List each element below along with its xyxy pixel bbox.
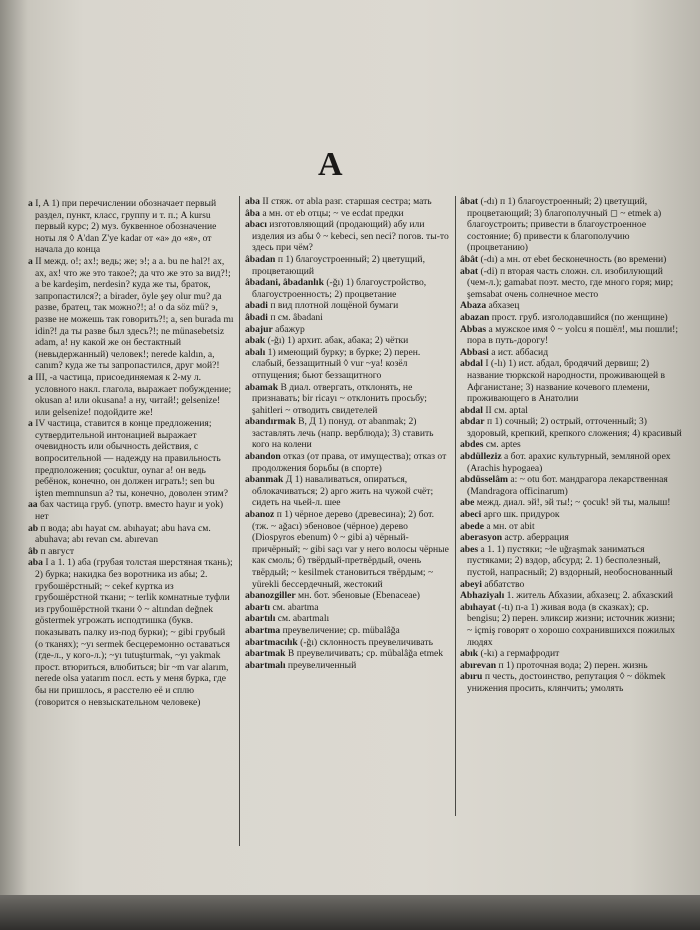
entry-definition: межд. диал. эй!, эй ты!; ~ çocuk! эй ты, малыш! <box>476 497 671 509</box>
entry-headword: ab <box>28 522 39 534</box>
entry-definition: (-kı) а гермафродит <box>480 648 560 660</box>
entry-headword: abdal <box>460 358 483 370</box>
entry-headword: âbât <box>460 253 479 265</box>
entry-headword: abdes <box>460 439 484 451</box>
dictionary-entry <box>460 358 682 404</box>
entry-definition: мн. бот. эбеновые (Ebenaceae) <box>298 590 420 602</box>
entry-definition: см. abartmalı <box>277 613 330 625</box>
entry-headword: abırevan <box>460 659 497 671</box>
entry-definition: изготовляющий (продающий) абу или изделия из абы ◊ ~ kebeci, sen neci? погов. ты-то здесь при чём? <box>252 219 449 254</box>
entry-definition: Д 1) наваливаться, опираться, облокачиваться; 2) арго жить на чужой счёт; сидеть на чьей-л. шее <box>252 474 434 509</box>
entry-headword: Abbas <box>460 323 487 335</box>
dictionary-entry <box>245 648 450 660</box>
dictionary-entry <box>460 671 682 694</box>
entry-definition: п 1) благоустроенный; 2) цветущий, процветающий <box>252 253 425 277</box>
entry-definition: арго шк. придурок <box>483 509 560 521</box>
entry-definition: III, -a частица, присоединяемая к 2-му л. условного накл. глагола, выражает побуждение; okusan a! или okusana! а ну, читай!; gelsenize! или gelsenize! подойдите же! <box>35 371 232 418</box>
entry-headword: abat <box>460 265 479 277</box>
entry-definition: (-ğı) 1) благоустройство, благоустроенность; 2) процветание <box>252 277 427 300</box>
dictionary-entry <box>28 546 234 558</box>
entry-definition: I, A 1) при перечислении обозначает первый раздел, пункт, класс, группу и т. п.; A kursu первый курс; 2) муз. буквенное обозначение ноты ля ◊ A'dan Z'ye kadar от «а» до «я», от начала до конца <box>35 198 217 256</box>
entry-headword: abandırmak <box>245 416 296 428</box>
dictionary-entry <box>245 254 450 277</box>
entry-definition: а ист. аббасид <box>491 346 549 358</box>
entry-headword: abıhayat <box>460 601 496 613</box>
entry-headword: a <box>28 198 33 209</box>
entry-definition: (-di) п вторая часть сложн. сл. изобилующий (чем-л.); gamabat поэт. место, где много горя; мир; şemsabat очень солнечное место <box>467 265 674 300</box>
entry-headword: abajur <box>245 323 273 335</box>
entry-headword: âb <box>28 545 39 557</box>
entry-definition: 1) имеющий бурку; в бурке; 2) перен. слабый, беззащитный ◊ vur ~ya! козёл отпущения; бьют беззащитного <box>252 346 421 381</box>
entry-headword: a <box>28 371 33 383</box>
entry-definition: отказ (от права, от имущества); отказ от продолжения борьбы (в спорте) <box>252 451 447 474</box>
entry-headword: abadi <box>245 300 268 312</box>
dictionary-entry <box>460 497 682 509</box>
entry-definition: I (-lı) 1) ист. абдал, бродячий дервиш; 2) название тюркской народности, проживающей в Афганистане; 3) название кочевого племени, проживающего в Анатолии <box>467 358 666 405</box>
page-bottom-edge <box>0 895 700 930</box>
entry-headword: abdar <box>460 416 485 428</box>
entry-headword: abazan <box>460 311 490 323</box>
entry-definition: а бот. арахис культурный, земляной орех (Arachis hypogaea) <box>467 451 671 474</box>
entry-definition: (-ğı) 1) архит. абак, абака; 2) чётки <box>267 335 409 347</box>
entry-headword: abartmak <box>245 648 286 660</box>
entry-headword: Abaza <box>460 300 487 312</box>
entry-headword: abacı <box>245 219 267 231</box>
dictionary-entry <box>460 532 682 544</box>
entry-definition: (-dı) а мн. от ebet бесконечность (во времени) <box>480 253 667 265</box>
entry-headword: abalı <box>245 346 266 358</box>
dictionary-entry <box>460 416 682 439</box>
entry-headword: aberasyon <box>460 532 503 544</box>
dictionary-entry <box>460 648 682 660</box>
entry-definition: В преувеличивать; ср. mübalâğa etmek <box>287 648 444 660</box>
dictionary-entry <box>245 335 450 347</box>
dictionary-entry <box>245 625 450 637</box>
dictionary-entry <box>460 405 682 417</box>
dictionary-entry <box>245 451 450 474</box>
entry-headword: abanoz <box>245 509 275 521</box>
dictionary-entry <box>460 451 682 474</box>
dictionary-entry <box>28 418 234 499</box>
entry-definition: II межд. о!; ах!; ведь; же; э!; а а. bu ne hal?! ах, ах, ах! что же это такое?; да что же это за вид?!; a be kardeşim, nerdesin? куда же ты, браток, запропастился?; a birader, öyle şey olur mu? да разве, братец, так можно?!; a! o da söz mü? э, разве не можешь так говорить?!; a, sen burada mı idin?! да ты разве был здесь?!; ne münasebetsiz adam, a! ну какой же он бестактный (невыдержанный) человек!; nerede kaldın, a, canım? куда же ты запропастился, друг мой?! <box>35 255 234 372</box>
entry-headword: âbat <box>460 196 479 207</box>
dictionary-entry <box>245 196 450 208</box>
column-1 <box>28 198 234 888</box>
entry-definition: п 1) чёрное дерево (древесина); 2) бот. (тж. ~ ağacı) эбеновое (чёрное) дерево (Diospyros ebenum) ◊ ~ gibi а) чёрный-причёрный; ~ gibi saçı var у него волосы чёрные как смоль; б) твёрдый-претвёрдый, очень твёрдый; ~ kesilmek становиться твёрдым; ~ yürekli бессердечный, жестокий <box>252 509 449 590</box>
dictionary-entry <box>245 382 450 417</box>
entry-headword: abe <box>460 497 475 509</box>
entry-definition: преувеличение; ср. mübalâğa <box>282 624 400 636</box>
column-3 <box>460 196 682 886</box>
entry-definition: см. abartma <box>272 601 319 613</box>
entry-definition: II стяж. от abla разг. старшая сестра; мать <box>262 196 432 207</box>
dictionary-entry <box>460 266 682 301</box>
entry-definition: абажур <box>275 323 305 335</box>
dictionary-entry <box>28 256 234 372</box>
entry-definition: IV частица, ставится в конце предложения; сутвердительной интонацией выражает очевидность или обычность действия, с вопросительной — надежду на правильность предположения; çocuktur, oynar a! он ведь ребёнок, конечно, он должен играть!; sen bu işten memnunsun a? ты, конечно, доволен этим? <box>35 418 229 499</box>
entry-definition: В диал. отвергать, отклонять, не признавать; bir ricayı ~ отклонить просьбу; şahitleri ~ отводить свидетелей <box>252 381 427 416</box>
column-divider-1 <box>239 196 240 846</box>
entry-headword: aa <box>28 499 38 511</box>
entry-headword: Abbasi <box>460 346 489 358</box>
dictionary-entry <box>245 660 450 672</box>
dictionary-entry <box>245 208 450 220</box>
entry-headword: abak <box>245 335 266 347</box>
entry-definition: а мн. от eb отцы; ~ ve ecdat предки <box>262 207 404 219</box>
entry-definition: абхазец <box>488 300 520 312</box>
entry-definition: а 1. 1) пустяки; ~le uğraşmak заниматься пустяками; 2) вздор, абсурд; 2. 1) бесполезный, пустой, напрасный; 2) вздорный, необоснованный <box>467 543 673 578</box>
entry-headword: âbadan <box>245 253 276 265</box>
dictionary-entry <box>245 474 450 509</box>
dictionary-entry <box>245 347 450 382</box>
dictionary-entry <box>245 613 450 625</box>
entry-headword: abes <box>460 543 479 555</box>
entry-headword: abeci <box>460 509 482 521</box>
entry-headword: abamak <box>245 381 279 393</box>
dictionary-entry <box>245 416 450 451</box>
entry-headword: âbadani, âbadanlık <box>245 277 324 289</box>
entry-headword: abartma <box>245 624 281 636</box>
entry-definition: п вид плотной лощёной бумаги <box>270 300 399 312</box>
entry-definition: а: ~ otu бот. мандрагора лекарственная (Mandragora officinarum) <box>467 474 668 497</box>
entry-definition: прост. груб. изголодавшийся (по женщине) <box>491 311 668 323</box>
entry-headword: a <box>28 255 33 267</box>
entry-definition: 1. житель Абхазии, абхазец; 2. абхазский <box>506 590 673 602</box>
dictionary-entry <box>245 300 450 312</box>
entry-definition: бах частица груб. (употр. вместо hayır и yok) нет <box>35 499 224 523</box>
dictionary-entry <box>460 474 682 497</box>
dictionary-entry <box>460 347 682 359</box>
entry-definition: (-ğı) склонность преувеличивать <box>300 636 433 648</box>
entry-headword: abartı <box>245 601 271 613</box>
dictionary-entry <box>245 312 450 324</box>
column-2 <box>245 196 450 886</box>
entry-definition: п вода; abı hayat см. abıhayat; abu hava см. abuhava; abı revan см. abırevan <box>35 522 211 546</box>
entry-definition: п см. âbadani <box>270 311 323 323</box>
dictionary-entry <box>245 637 450 649</box>
dictionary-entry <box>245 590 450 602</box>
dictionary-entry <box>245 277 450 300</box>
entry-definition: (-dı) п 1) благоустроенный; 2) цветущий, процветающий; 3) благополучный ◻ ~ etmek а) благоустроить; привести в благоустроенное состояние; б) привести к благополучию (процветанию) <box>467 196 662 254</box>
dictionary-entry <box>28 499 234 522</box>
entry-definition: п 1) проточная вода; 2) перен. жизнь <box>498 659 648 671</box>
entry-definition: I a 1. 1) аба (грубая толстая шерстяная ткань); 2) бурка; накидка без воротника из абы; 2. грубошёрстный; ~ cekef куртка из грубошёрстной ткани; ~ terlik комнатные туфли из грубошёрстной ткани ◊ ~ altından değnek göstermek угрожать исподтишка (букв. показывать палку из-под бурки); ~ gibi грубый (о тканях); ~yı sermek бесцеремонно оставаться (где-л., у кого-л.); ~yı tutuşturmak, ~yı yakmak прост. втюриться, влюбиться; bir ~m var alarım, nerede olsa yatarım посл. есть у меня бурка, где бы ни пришлось, я расстелю её и сплю (говорится о невзыскательном человеке) <box>35 557 233 708</box>
entry-headword: abeyi <box>460 578 482 590</box>
dictionary-entry <box>460 660 682 672</box>
entry-headword: abartmacılık <box>245 636 298 648</box>
entry-headword: âbadi <box>245 311 268 323</box>
dictionary-entry <box>245 219 450 254</box>
entry-headword: abede <box>460 520 484 532</box>
entry-headword: abık <box>460 648 479 660</box>
entry-definition: астр. аберрация <box>504 532 569 544</box>
entry-headword: abanozgiller <box>245 590 296 602</box>
entry-definition: а мужское имя ◊ ~ yolcu я пошёл!, мы пошли!; пора в путь-дорогу! <box>467 323 679 347</box>
dictionary-entry <box>28 198 234 256</box>
dictionary-entry <box>460 544 682 579</box>
dictionary-entry <box>460 300 682 312</box>
entry-definition: (-tı) п-а 1) живая вода (в сказках); ср. bengisu; 2) перен. эликсир жизни; источник жизни; ~ içmiş говорят о хорошо сохранившихся пожилых людях <box>467 601 676 648</box>
entry-headword: Abhaziyalı <box>460 590 505 602</box>
dictionary-entry <box>460 602 682 648</box>
entry-definition: п 1) сочный; 2) острый, отточенный; 3) здоровый, крепкий, крепкого сложения; 4) красивый <box>467 416 682 439</box>
entry-headword: abanmak <box>245 474 284 486</box>
dictionary-entry <box>460 196 682 254</box>
dictionary-entry <box>28 557 234 708</box>
entry-definition: п август <box>40 545 75 557</box>
entry-headword: a <box>28 418 33 430</box>
entry-headword: abıru <box>460 671 483 683</box>
dictionary-entry <box>460 312 682 324</box>
dictionary-entry <box>28 523 234 546</box>
entry-definition: см. aptes <box>485 439 521 451</box>
entry-definition: II см. aptal <box>485 404 528 416</box>
entry-headword: abdal <box>460 404 483 416</box>
dictionary-entry <box>245 509 450 590</box>
entry-headword: aba <box>245 196 260 207</box>
entry-headword: abdülleziz <box>460 451 502 463</box>
dictionary-entry <box>460 579 682 591</box>
entry-headword: abandon <box>245 451 281 463</box>
dictionary-entry <box>245 324 450 336</box>
dictionary-entry <box>460 324 682 347</box>
dictionary-entry <box>460 254 682 266</box>
entry-definition: преувеличенный <box>287 659 357 671</box>
dictionary-entry <box>460 509 682 521</box>
entry-headword: abdüsselâm <box>460 474 508 486</box>
entry-headword: âba <box>245 207 260 219</box>
column-divider-2 <box>455 196 456 816</box>
dictionary-entry <box>460 590 682 602</box>
entry-definition: В, Д 1) понуд. от abanmak; 2) заставлять лечь (напр. верблюда); 3) ставить кого на колени <box>252 416 434 451</box>
dictionary-entry <box>245 602 450 614</box>
entry-definition: а мн. от abit <box>486 520 535 532</box>
dictionary-entry <box>460 521 682 533</box>
letter-heading: А <box>318 146 343 183</box>
entry-headword: abartılı <box>245 613 276 625</box>
entry-definition: аббатство <box>484 578 525 590</box>
entry-headword: abartmalı <box>245 659 286 671</box>
dictionary-entry <box>28 372 234 418</box>
entry-definition: п честь, достоинство, репутация ◊ ~ dökmek унижения просить, клянчить; умолять <box>467 671 666 694</box>
entry-headword: aba <box>28 557 43 569</box>
dictionary-entry <box>460 439 682 451</box>
